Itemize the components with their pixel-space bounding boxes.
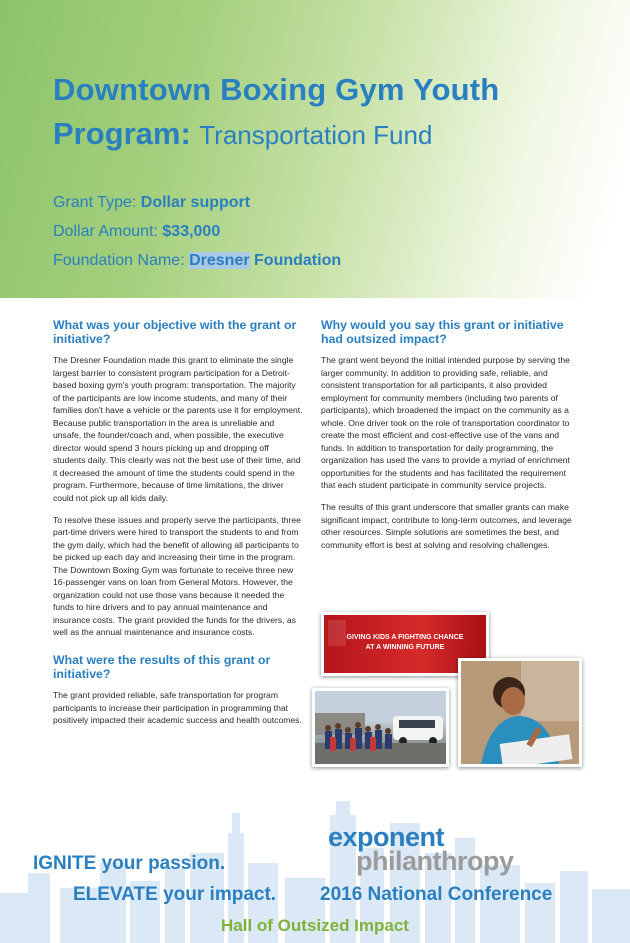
- right-column: [321, 318, 577, 560]
- title-program: Program:: [53, 116, 191, 151]
- title-line-2: [53, 114, 613, 160]
- results-paragraph: The grant provided reliable, safe transportation for program participants to increase their participation in programming that positively impacted their academic success and health outcomes.: [53, 690, 302, 726]
- header-banner: [0, 0, 630, 298]
- objective-paragraph-1: The Dresner Foundation made this grant to eliminate the single largest barrier to consistent program participation for a Detroit-based boxing gym's youth program: transportation. The majority of the participants are low income students, and many of their families don't have a vehicle or the parents use it for employment. Because public transportation in the area is unreliable and unsafe, the founder/coach and, when possible, the executive director would spend 3 hours picking up and dropping off students daily. This clearly was not the best use of their time, and it decreased the amount of time the students could spend in the program. Furthermore, because of time limitations, the driver could not pick up all kids daily.: [53, 355, 303, 504]
- elevate-tagline: ELEVATE your impact.: [73, 884, 277, 905]
- grant-type-label: Grant Type:: [53, 194, 137, 211]
- group-van-illustration: [315, 691, 446, 764]
- group-van-photo: [312, 688, 449, 767]
- foundation-row: [53, 250, 341, 279]
- grant-type-value: Dollar support: [140, 194, 251, 211]
- objective-heading: What was your objective with the grant or initiative?: [53, 318, 297, 346]
- page-title: [53, 70, 613, 160]
- foundation-label: Foundation Name:: [53, 252, 185, 269]
- footer: [0, 790, 630, 943]
- exponent-logo-text: exponent: [328, 822, 445, 852]
- foundation-highlight: Dresner: [189, 252, 250, 269]
- banner-line-1: GIVING KIDS A FIGHTING CHANCE: [346, 634, 464, 641]
- dollar-amount-value: $33,000: [162, 223, 221, 240]
- hall-of-impact-title: Hall of Outsized Impact: [221, 916, 409, 935]
- impact-paragraph-1: The grant went beyond the initial intended purpose by serving the larger community. In addition to providing safe, reliable, and consistent transportation for all participants, it also provided employment for community members (including two parents of participants), which broadened the impact on the community as a whole. One driver took on the role of transportation coordinator to create the most efficient and cost-effective use of the vans and funds. In addition to transportation for daily programming, the organization has used the vans to provide a myriad of enrichment opportunities for the students and has facilitated the requirement that each student participate in community service projects.: [321, 355, 570, 491]
- grant-meta: [53, 192, 341, 279]
- title-subtitle: Transportation Fund: [199, 120, 433, 150]
- impact-heading: Why would you say this grant or initiative had outsized impact?: [321, 318, 564, 346]
- ignite-tagline: IGNITE your passion.: [33, 853, 226, 874]
- banner-text: [332, 633, 478, 653]
- impact-paragraph-2: The results of this grant underscore that smaller grants can make significant impact, contribute to long-term outcomes, and leverage other resources. Simple solutions are sometimes the best, and community effort is best at solving and resolving challenges.: [321, 502, 572, 550]
- results-heading: What were the results of this grant or initiative?: [53, 653, 271, 682]
- title-line-1: Downtown Boxing Gym Youth: [53, 72, 500, 107]
- student-writing-illustration: [461, 661, 579, 764]
- foundation-rest: Foundation: [254, 252, 342, 269]
- banner-line-2: AT A WINNING FUTURE: [365, 644, 445, 651]
- left-column: [53, 318, 303, 736]
- student-writing-photo: [458, 658, 582, 767]
- conference-title: 2016 National Conference: [320, 884, 553, 905]
- dollar-amount-row: [53, 221, 341, 250]
- objective-paragraph-2: To resolve these issues and properly serve the participants, three part-time drivers were hired to transport the students to and from the gym daily, which had the benefit of allowing all participants to be picked up each day and increasing their time in the program. The Downtown Boxing Gym was fortunate to receive three new 16-passenger vans on loan from General Motors. However, the organization could not use those vans because it needed the funds to hire drivers and to pay annual maintenance and insurance costs. The grant provided the funds for the drivers, as well as the annual maintenance and insurance costs.: [53, 514, 301, 638]
- grant-type-row: [53, 192, 341, 221]
- dollar-amount-label: Dollar Amount:: [53, 223, 158, 240]
- philanthropy-logo-text: philanthropy: [356, 846, 514, 876]
